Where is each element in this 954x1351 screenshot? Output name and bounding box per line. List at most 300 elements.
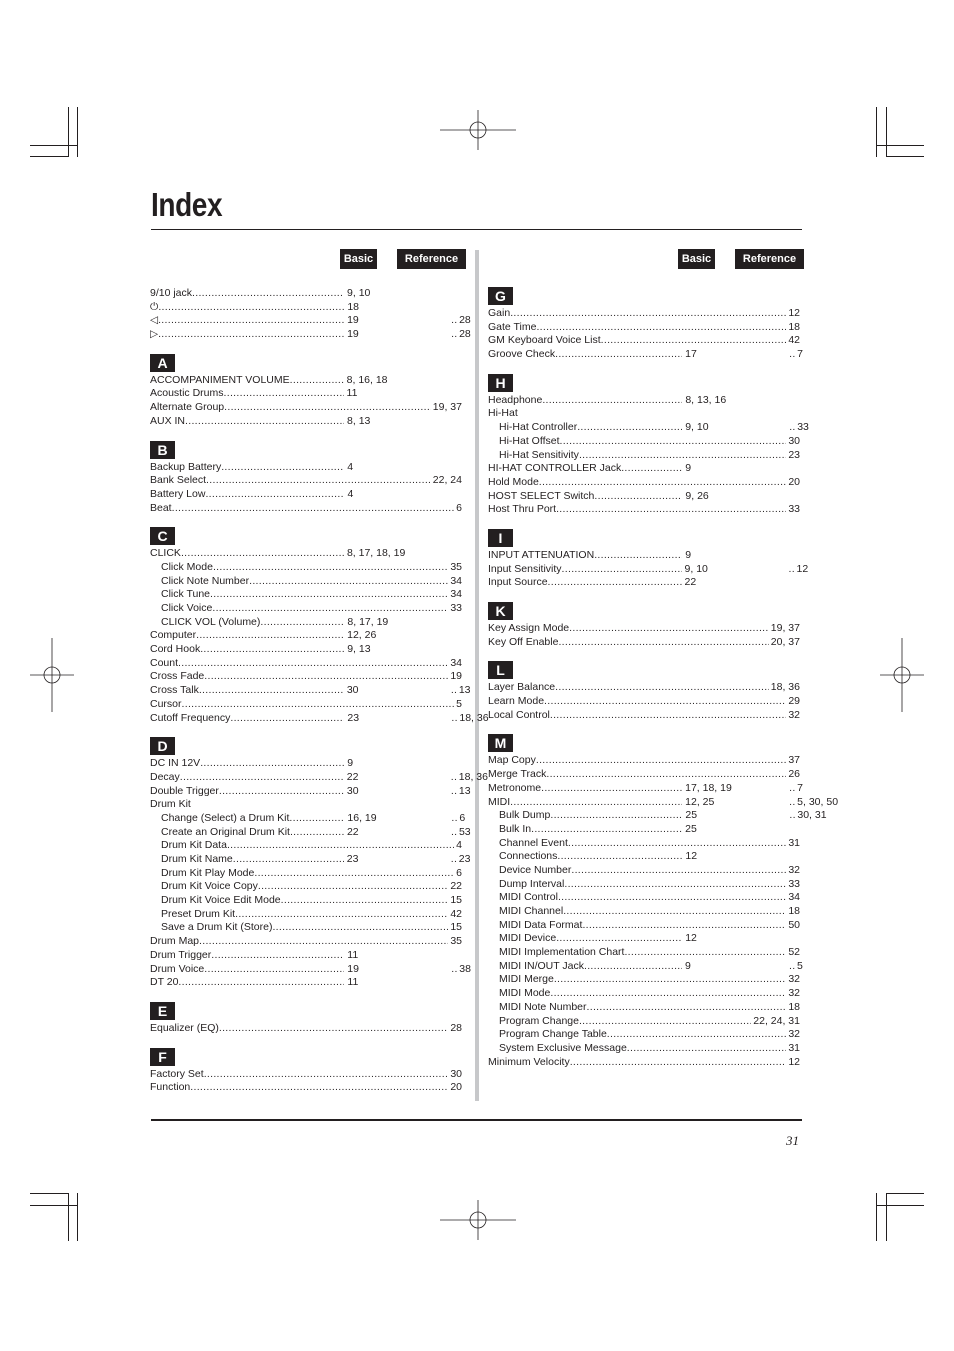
index-entry xyxy=(488,394,800,408)
index-entry xyxy=(488,462,800,476)
basic-page-ref: 22 xyxy=(684,576,697,589)
index-entry xyxy=(150,401,462,415)
leader-dots xyxy=(558,636,768,650)
basic-page-ref: 9 xyxy=(347,757,354,770)
basic-page-ref: 11 xyxy=(346,387,358,400)
leader-dots xyxy=(548,576,682,590)
index-entry xyxy=(488,681,800,695)
index-entry xyxy=(150,839,462,853)
entry-label: Drum Kit Data xyxy=(161,839,227,852)
basic-page-ref: 9, 26 xyxy=(685,489,709,502)
index-entry xyxy=(488,334,800,348)
index-entry xyxy=(488,837,800,851)
entry-label: Create an Original Drum Kit xyxy=(161,825,290,838)
reference-page-ref: 19, 37 xyxy=(432,401,462,414)
entry-label: Device Number xyxy=(499,863,572,876)
basic-page-ref: 19 xyxy=(347,962,359,975)
reference-page-ref: 32 xyxy=(788,863,800,876)
index-entry xyxy=(150,575,462,589)
leader-dots xyxy=(558,891,786,905)
entry-label: GM Keyboard Voice List xyxy=(488,334,601,347)
entry-label: MIDI Device xyxy=(499,932,557,945)
entry-label: Key Off Enable xyxy=(488,635,559,648)
index-entry xyxy=(488,781,803,796)
index-entry xyxy=(150,880,462,894)
leader-dots xyxy=(211,949,344,963)
reference-page-ref: 29 xyxy=(788,695,800,708)
leader-dots xyxy=(206,474,431,488)
entry-label: MIDI IN/OUT Jack xyxy=(499,959,584,972)
index-entry xyxy=(150,415,462,429)
reference-page-ref: 23 xyxy=(458,853,471,865)
index-entry xyxy=(150,935,462,949)
index-entry xyxy=(150,811,466,826)
basic-page-ref: 23 xyxy=(346,853,359,865)
leader-dots xyxy=(564,878,786,892)
index-entry xyxy=(488,905,800,919)
basic-page-ref: 4 xyxy=(347,460,354,473)
entry-label: MIDI Data Format xyxy=(499,918,583,931)
reference-page-ref: 18, 36 xyxy=(459,711,489,724)
leader-dots xyxy=(219,785,344,799)
index-section xyxy=(488,734,839,1069)
reference-page-ref: 31 xyxy=(788,836,800,849)
basic-page-ref: 23 xyxy=(347,711,360,724)
crop-mark xyxy=(30,1205,78,1206)
basic-page-ref: 30 xyxy=(346,784,359,797)
entry-label: Click Mode xyxy=(161,560,213,573)
reference-page-ref: 7 xyxy=(797,781,803,794)
leader-dots xyxy=(536,321,786,335)
leader-dots xyxy=(579,449,786,463)
index-entry xyxy=(488,864,800,878)
entry-label: MIDI xyxy=(488,795,511,808)
leader-dots xyxy=(219,1022,448,1036)
leader-dots xyxy=(272,921,448,935)
reference-page-ref: 32 xyxy=(788,987,800,1000)
leader-dots xyxy=(182,698,455,712)
leader-dots xyxy=(570,1056,787,1070)
index-entry xyxy=(150,798,462,812)
index-entry xyxy=(150,602,462,616)
index-entry xyxy=(488,549,800,563)
index-entry xyxy=(150,616,462,630)
entry-label: Layer Balance xyxy=(488,681,556,694)
leader-dots xyxy=(254,867,454,881)
entry-label: ACCOMPANIMENT VOLUME xyxy=(150,373,290,386)
crop-mark xyxy=(68,107,69,157)
reference-page-ref: 18 xyxy=(788,1000,800,1013)
entry-label: Acoustic Drums xyxy=(150,387,224,400)
index-entry xyxy=(150,1068,462,1082)
leader-dots xyxy=(531,823,682,837)
leader-dots xyxy=(541,782,682,796)
basic-page-ref: 9 xyxy=(685,548,692,561)
basic-page-ref: 8, 17, 18, 19 xyxy=(346,547,406,560)
reference-page-ref: 7 xyxy=(797,348,803,361)
reference-page-ref: 18 xyxy=(788,320,800,333)
index-entry xyxy=(488,307,800,321)
leader-dots xyxy=(233,853,344,867)
leader-dots xyxy=(555,681,769,695)
footer-rule xyxy=(151,1119,802,1121)
entry-label: Hi-Hat Offset xyxy=(499,434,560,447)
entry-label: Map Copy xyxy=(488,754,536,767)
reference-page-ref: 13 xyxy=(458,684,471,697)
leader-dots xyxy=(510,307,786,321)
reference-page-ref: 12 xyxy=(788,307,800,319)
index-entry xyxy=(488,576,800,590)
leader-dots xyxy=(562,563,682,577)
leader-dots xyxy=(587,1001,787,1015)
crop-mark xyxy=(68,1193,69,1241)
entry-label: MIDI Note Number xyxy=(499,1000,587,1013)
reference-page-ref: 15 xyxy=(450,894,462,907)
entry-label: Input Sensitivity xyxy=(488,562,562,575)
index-entry xyxy=(150,588,462,602)
entry-label: Connections xyxy=(499,850,558,863)
index-entry xyxy=(488,407,800,421)
section-letter: D xyxy=(150,737,175,755)
reference-page-ref: 34 xyxy=(450,656,462,669)
leader-dots xyxy=(557,850,682,864)
leader-dots xyxy=(290,826,344,840)
section-letter: K xyxy=(488,602,513,620)
leader-dots xyxy=(212,602,448,616)
entry-label: MIDI Merge xyxy=(499,973,554,986)
entry-label: Program Change xyxy=(499,1014,579,1027)
index-entry xyxy=(488,503,800,517)
leader-dots xyxy=(601,334,787,348)
leader-dots xyxy=(235,908,448,922)
reference-page-ref: 23 xyxy=(788,448,800,461)
entry-label: Gate Time xyxy=(488,320,537,333)
entry-label: HI-HAT CONTROLLER Jack xyxy=(488,462,622,475)
crop-mark xyxy=(30,1193,68,1194)
basic-page-ref: 12, 25 xyxy=(685,795,715,808)
crop-mark xyxy=(876,107,877,157)
reference-page-ref: 42 xyxy=(788,334,800,347)
crop-mark xyxy=(30,156,68,157)
reference-page-ref: 6 xyxy=(456,866,462,879)
index-entry xyxy=(488,476,800,490)
section-letter: B xyxy=(150,441,175,459)
basic-page-ref: 11 xyxy=(347,976,359,989)
entry-label: DT 20 xyxy=(150,976,179,989)
index-entry xyxy=(488,754,800,768)
section-letter: F xyxy=(150,1048,175,1066)
reference-page-ref: 12 xyxy=(796,562,809,575)
leader-dots xyxy=(204,670,448,684)
leader-dots xyxy=(594,490,682,504)
entry-label: ◁ xyxy=(150,314,159,327)
reference-page-ref: 34 xyxy=(788,891,800,904)
index-entry xyxy=(488,1042,800,1056)
crop-mark xyxy=(876,1205,924,1206)
registration-mark-bottom xyxy=(440,1200,516,1240)
entry-label: CLICK xyxy=(150,547,181,560)
crop-mark xyxy=(30,145,78,146)
index-section xyxy=(488,287,803,362)
index-section xyxy=(150,527,489,725)
leader-dots xyxy=(224,387,344,401)
leader-dots xyxy=(569,622,769,636)
leader-dots xyxy=(289,812,344,826)
leader-dots xyxy=(190,1081,448,1095)
column-divider xyxy=(475,250,479,1101)
basic-page-ref: 4 xyxy=(347,487,354,500)
entry-label: Channel Event xyxy=(499,836,568,849)
entry-label: Hi-Hat Sensitivity xyxy=(499,448,579,461)
basic-page-ref: 19 xyxy=(347,328,359,341)
leader-dots xyxy=(260,616,344,630)
section-letter: G xyxy=(488,287,513,305)
entry-label: Merge Track xyxy=(488,768,547,781)
basic-page-ref: 9, 10 xyxy=(347,287,371,299)
leader-dots xyxy=(227,839,454,853)
leader-dots xyxy=(178,657,448,671)
entry-label: Computer xyxy=(150,629,197,642)
basic-page-ref: 8, 17, 19 xyxy=(347,615,389,628)
index-entry xyxy=(150,770,488,785)
index-column-left xyxy=(150,249,489,1095)
index-entry xyxy=(150,328,471,342)
reference-page-ref: 30 xyxy=(788,434,800,447)
index-section xyxy=(150,287,471,342)
index-entry xyxy=(150,698,462,712)
leader-dots xyxy=(178,976,344,990)
entry-label: Hi-Hat xyxy=(488,407,518,420)
leader-dots xyxy=(199,935,448,949)
index-entry xyxy=(150,784,471,799)
reference-page-ref: 38 xyxy=(459,962,471,975)
reference-page-ref: 34 xyxy=(450,588,462,601)
entry-label: Program Change Table xyxy=(499,1028,607,1041)
entry-label: Gain xyxy=(488,307,511,319)
basic-page-ref: 30 xyxy=(346,684,359,697)
index-entry xyxy=(488,891,800,905)
entry-label: Key Assign Mode xyxy=(488,622,570,634)
reference-page-ref: 4 xyxy=(456,839,462,852)
entry-label: Battery Low xyxy=(150,487,206,500)
index-entry xyxy=(488,348,803,362)
entry-label: Bulk Dump xyxy=(499,809,551,822)
index-entry xyxy=(150,711,489,726)
basic-page-ref: 19 xyxy=(347,314,359,327)
index-entry xyxy=(488,809,827,823)
leader-dots xyxy=(550,809,682,823)
section-letter: E xyxy=(150,1002,175,1020)
index-section xyxy=(150,441,462,516)
index-entry xyxy=(488,823,800,837)
index-section xyxy=(150,1002,462,1036)
entry-label: Drum Voice xyxy=(150,962,205,975)
leader-dots xyxy=(158,328,344,342)
entry-label: Input Source xyxy=(488,576,548,589)
index-entry xyxy=(150,657,462,671)
crop-mark xyxy=(77,107,78,157)
basic-header-label: Basic xyxy=(340,249,377,269)
basic-page-ref: 25 xyxy=(685,809,698,822)
leader-dots xyxy=(542,394,682,408)
leader-dots xyxy=(560,435,787,449)
reference-page-ref: 28 xyxy=(459,314,471,327)
leader-dots xyxy=(510,796,682,810)
basic-page-ref: 17 xyxy=(685,348,697,361)
column-header xyxy=(488,249,800,269)
reference-page-ref: 33 xyxy=(788,503,800,516)
leader-dots xyxy=(571,864,786,878)
entry-label: Minimum Velocity xyxy=(488,1055,570,1068)
leader-dots xyxy=(205,488,344,502)
basic-page-ref: 18 xyxy=(347,300,359,313)
basic-page-ref: 9, 13 xyxy=(347,643,371,656)
leader-dots xyxy=(158,301,344,315)
leader-dots xyxy=(546,768,786,782)
reference-page-ref: 18, 36 xyxy=(770,681,800,694)
leader-dots xyxy=(200,643,344,657)
index-entry xyxy=(150,853,471,867)
title-rule xyxy=(151,229,802,230)
index-entry xyxy=(488,946,800,960)
reference-page-ref: 52 xyxy=(788,946,800,959)
basic-page-ref: 16, 19 xyxy=(347,811,377,824)
leader-dots xyxy=(230,712,344,726)
entry-label: Dump Interval xyxy=(499,877,565,890)
crop-mark xyxy=(886,156,924,157)
entry-label: Count xyxy=(150,656,179,669)
entry-label: Cross Fade xyxy=(150,670,205,683)
reference-page-ref: 30, 31 xyxy=(797,809,827,822)
reference-page-ref: 28 xyxy=(459,328,471,341)
leader-dots xyxy=(624,946,786,960)
leader-dots xyxy=(563,905,786,919)
index-entry xyxy=(150,976,462,990)
leader-dots xyxy=(180,771,344,785)
leader-dots xyxy=(290,374,344,388)
leader-dots xyxy=(594,549,682,563)
section-letter: I xyxy=(488,529,513,547)
reference-page-ref: 32 xyxy=(788,973,800,986)
basic-page-ref: 11 xyxy=(347,948,359,961)
entry-label: Alternate Group xyxy=(150,401,225,414)
leader-dots xyxy=(196,629,344,643)
entry-label: Beat xyxy=(150,501,172,514)
entry-label: Double Trigger xyxy=(150,784,219,797)
index-entry xyxy=(150,949,462,963)
leader-dots xyxy=(181,547,344,561)
entry-label: Function xyxy=(150,1081,191,1094)
entry-label: Cursor xyxy=(150,697,182,710)
leader-dots xyxy=(281,894,449,908)
entry-label: Drum Trigger xyxy=(150,948,212,961)
leader-dots xyxy=(568,837,786,851)
entry-label: MIDI Mode xyxy=(499,987,551,1000)
index-entry xyxy=(150,461,462,475)
index-section xyxy=(488,374,809,517)
leader-dots xyxy=(200,757,344,771)
leader-dots xyxy=(544,695,786,709)
index-entry xyxy=(488,768,800,782)
reference-page-ref: 28 xyxy=(450,1021,462,1034)
entry-label: CLICK VOL (Volume) xyxy=(161,615,261,628)
reference-page-ref: 20 xyxy=(788,475,800,488)
index-entry xyxy=(488,1001,800,1015)
leader-dots xyxy=(258,880,448,894)
leader-dots xyxy=(550,709,786,723)
leader-dots xyxy=(579,1015,751,1029)
leader-dots xyxy=(536,754,786,768)
entry-label: Factory Set xyxy=(150,1067,204,1080)
crop-mark xyxy=(886,1193,887,1241)
index-entry xyxy=(150,488,462,502)
leader-dots xyxy=(221,461,344,475)
entry-label: Change (Select) a Drum Kit xyxy=(161,811,290,824)
entry-label: Bank Select xyxy=(150,474,207,487)
section-letter: L xyxy=(488,661,513,679)
entry-label: Click Tune xyxy=(161,588,211,601)
index-entry xyxy=(488,622,800,636)
entry-label: Host Thru Port xyxy=(488,503,557,516)
basic-page-ref: 17, 18, 19 xyxy=(685,781,732,794)
basic-page-ref: 9, 10 xyxy=(684,562,708,575)
entry-label: Drum Kit xyxy=(150,798,191,811)
index-entry xyxy=(150,374,462,388)
index-entry xyxy=(488,321,800,335)
reference-page-ref: 33 xyxy=(797,421,809,434)
crop-mark xyxy=(876,145,924,146)
crop-mark xyxy=(77,1193,78,1241)
basic-page-ref: 9 xyxy=(684,959,691,972)
basic-page-ref: 12 xyxy=(685,850,698,863)
reference-page-ref: 5 xyxy=(796,959,803,972)
registration-mark-right xyxy=(880,638,924,712)
index-entry xyxy=(150,387,462,401)
leader-dots xyxy=(192,287,344,301)
leader-dots xyxy=(172,502,455,516)
reference-page-ref: 20 xyxy=(450,1081,462,1094)
index-section xyxy=(150,737,488,990)
reference-page-ref: 6 xyxy=(456,501,462,514)
index-entry xyxy=(150,643,462,657)
entry-label: Cutoff Frequency xyxy=(150,711,231,724)
section-letter: H xyxy=(488,374,513,392)
leader-dots xyxy=(627,1042,787,1056)
reference-page-ref: 13 xyxy=(458,784,471,797)
index-entry xyxy=(488,490,800,504)
index-entry xyxy=(150,962,471,977)
leader-dots xyxy=(554,973,786,987)
index-entry xyxy=(150,908,462,922)
index-entry xyxy=(488,987,800,1001)
reference-page-ref: 35 xyxy=(450,935,462,948)
reference-page-ref: 12 xyxy=(788,1055,800,1068)
section-letter: C xyxy=(150,527,175,545)
index-entry xyxy=(488,1028,800,1042)
index-entry xyxy=(150,301,462,315)
index-entry xyxy=(150,670,462,684)
basic-page-ref: 22 xyxy=(346,825,359,838)
entry-label: Equalizer (EQ) xyxy=(150,1021,219,1034)
reference-page-ref: 6 xyxy=(459,811,466,824)
leader-dots xyxy=(199,684,344,698)
entry-label: Backup Battery xyxy=(150,460,222,473)
entry-label: ⏻ xyxy=(150,300,159,313)
basic-page-ref: 8, 16, 18 xyxy=(346,373,388,386)
entry-label: Local Control xyxy=(488,708,550,721)
leader-dots xyxy=(577,421,682,435)
crop-mark xyxy=(886,107,887,157)
